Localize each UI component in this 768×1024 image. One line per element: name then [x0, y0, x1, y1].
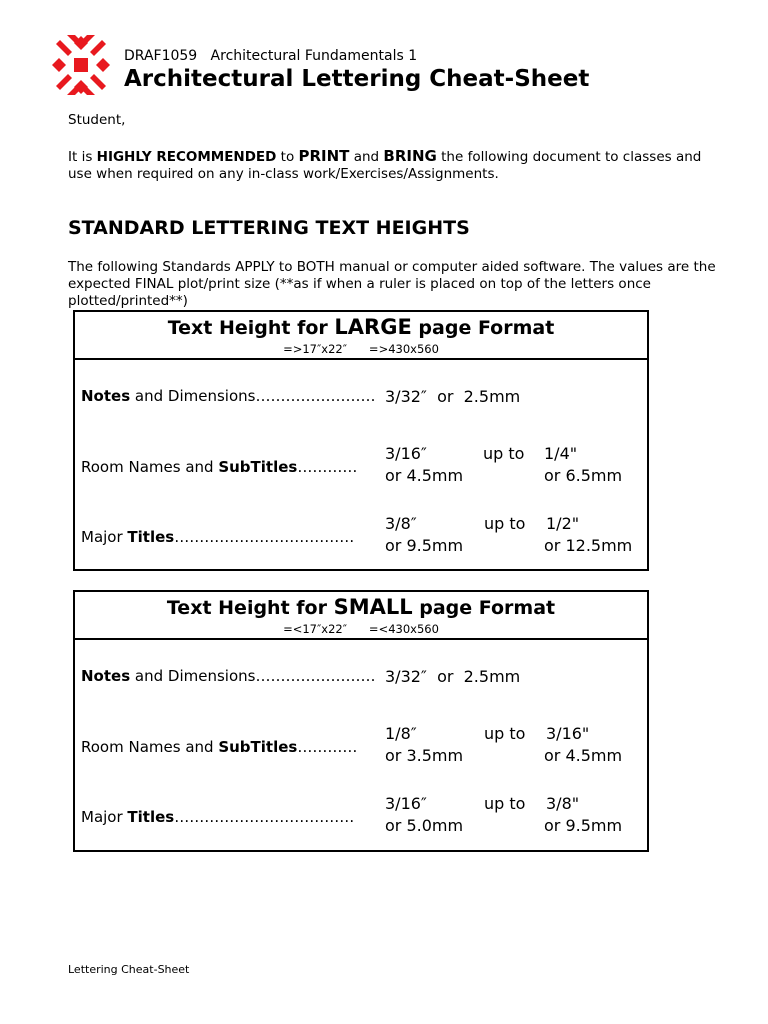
- table-row: [75, 436, 647, 506]
- min-imperial: 1/8″: [385, 724, 417, 743]
- notes-height-value: 3/32″ or 2.5mm: [385, 387, 521, 406]
- max-imperial: 3/8": [546, 794, 580, 813]
- max-metric: or 6.5mm: [544, 466, 623, 485]
- up-to-label: up to: [484, 514, 526, 533]
- document-title: Architectural Lettering Cheat-Sheet: [124, 66, 590, 92]
- course-code: DRAF1059 Architectural Fundamentals 1: [124, 48, 418, 64]
- max-imperial: 1/4": [544, 444, 578, 463]
- small-table-title: Text Height for SMALL page Format: [166, 595, 556, 619]
- table-row: [75, 786, 647, 856]
- small-table-header: [75, 592, 647, 640]
- bring-text: BRING: [383, 147, 437, 165]
- print-text: PRINT: [298, 147, 350, 165]
- max-imperial: 1/2": [546, 514, 580, 533]
- table-row: [75, 506, 647, 576]
- standards-description: The following Standards APPLY to BOTH manual or computer aided software. The values are the expected FINAL plot/print size (**as if when a ruler is placed on top of the letters once plotted/printed**): [68, 259, 716, 309]
- large-table-header: [75, 312, 647, 360]
- table-row: [75, 716, 647, 786]
- salutation: Student,: [68, 112, 126, 128]
- min-metric: or 5.0mm: [385, 816, 464, 835]
- row-label: Notes and Dimensions……………………: [81, 667, 376, 685]
- max-metric: or 12.5mm: [544, 536, 633, 555]
- up-to-label: up to: [483, 444, 525, 463]
- max-metric: or 4.5mm: [544, 746, 623, 765]
- min-imperial: 3/16″: [385, 794, 427, 813]
- max-metric: or 9.5mm: [544, 816, 623, 835]
- intro-paragraph: It is HIGHLY RECOMMENDED to PRINT and BRING the following document to classes and use when required on any in-class work/Exercises/Assignments.: [68, 147, 702, 182]
- small-format-table: [73, 590, 649, 852]
- row-label: Room Names and SubTitles…………: [81, 458, 358, 476]
- up-to-label: up to: [484, 794, 526, 813]
- highly-recommended-text: HIGHLY RECOMMENDED: [96, 149, 277, 165]
- table-row: [75, 652, 647, 722]
- college-logo-icon: [48, 32, 114, 98]
- row-label: Major Titles………………………………: [81, 528, 355, 546]
- min-imperial: 3/8″: [385, 514, 417, 533]
- row-label: Notes and Dimensions……………………: [81, 387, 376, 405]
- large-table-title: Text Height for LARGE page Format: [167, 315, 555, 339]
- row-label: Room Names and SubTitles…………: [81, 738, 358, 756]
- large-table-sizes: =>17″x22″ =>430x560: [283, 342, 439, 356]
- min-metric: or 3.5mm: [385, 746, 464, 765]
- min-imperial: 3/16″: [385, 444, 427, 463]
- min-metric: or 4.5mm: [385, 466, 464, 485]
- row-label: Major Titles………………………………: [81, 808, 355, 826]
- page-footer: Lettering Cheat-Sheet: [68, 963, 190, 976]
- min-metric: or 9.5mm: [385, 536, 464, 555]
- up-to-label: up to: [484, 724, 526, 743]
- large-format-table: [73, 310, 649, 571]
- section-heading: STANDARD LETTERING TEXT HEIGHTS: [68, 217, 470, 239]
- notes-height-value: 3/32″ or 2.5mm: [385, 667, 521, 686]
- small-table-sizes: =<17″x22″ =<430x560: [283, 622, 439, 636]
- max-imperial: 3/16": [546, 724, 590, 743]
- table-row: [75, 372, 647, 442]
